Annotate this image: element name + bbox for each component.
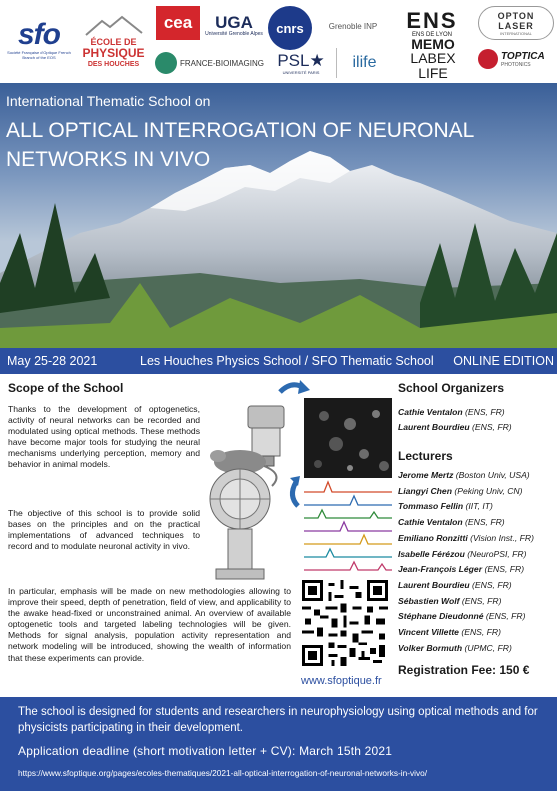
application-deadline: Application deadline (short motivation letter + CV): March 15th 2021 (18, 744, 393, 758)
opton-line2: INTERNATIONAL (500, 30, 532, 36)
lecturer-item (398, 594, 534, 610)
lecturer-item (398, 484, 534, 500)
person-name: Laurent Bourdieu (398, 422, 470, 432)
ecole-line1: ÉCOLE DE (90, 37, 137, 47)
ens-line1: ENS (406, 7, 458, 33)
person-name: Sébastien Wolf (398, 595, 460, 606)
lecturer-item (398, 468, 534, 484)
event-url-link[interactable]: https://www.sfoptique.org/pages/ecoles-thematiques/2021-all-optical-interrogation-of-neuronal-networks-in-vivo/ (18, 768, 428, 778)
hero-title: ALL OPTICAL INTERROGATION OF NEURONAL NETWORKS IN VIVO (6, 119, 474, 171)
event-dates: May 25-28 2021 (7, 354, 98, 368)
lecturers-heading: Lecturers (398, 449, 453, 463)
toptica-logo (478, 44, 554, 74)
organizers-list (398, 405, 512, 435)
toptica-text (501, 51, 545, 68)
organizer-item (398, 405, 512, 420)
website-link[interactable]: www.sfoptique.fr (301, 675, 382, 687)
person-affiliation: (Vision Inst., FR) (470, 532, 534, 543)
scope-heading: Scope of the School (8, 381, 124, 395)
organizer-item (398, 420, 512, 435)
person-name: Cathie Ventalon (398, 517, 463, 528)
sfo-mark: sfo (18, 18, 60, 51)
person-affiliation: (Peking Univ, CN) (454, 485, 523, 496)
uga-logo (205, 6, 263, 44)
ecole-line3: DES HOUCHES (87, 61, 140, 68)
date-bar (0, 348, 557, 374)
uga-line2: Université Grenoble Alpes (205, 30, 263, 37)
person-name: Emiliano Ronzitti (398, 532, 468, 543)
lecturer-item (398, 515, 534, 531)
lecturers-list (398, 468, 534, 656)
arrow-icon (292, 482, 298, 506)
sfo-subtitle: Société Française d'Optique French Branch of the EOS (7, 50, 71, 60)
person-affiliation: (ENS, FR) (484, 564, 525, 575)
person-affiliation: (ENS, FR) (472, 579, 512, 590)
cnrs-logo: cnrs (268, 6, 312, 50)
person-affiliation: (ENS, FR) (465, 517, 505, 528)
person-name: Laurent Bourdieu (398, 579, 470, 590)
lecturer-item (398, 641, 534, 657)
person-affiliation: (ENS, FR) (461, 627, 501, 638)
toptica-icon (478, 49, 498, 69)
cea-logo: cea (156, 6, 200, 40)
person-name: Isabelle Férézou (398, 548, 465, 559)
toptica-line1: TOPTICA (501, 50, 545, 62)
scope-paragraph-1: Thanks to the development of optogenetics, activity of neural networks can be recorded and modulated using optical methods. These methods have become major tools for studying the neural mechanisms underlying perception, memory and behavior in animal models. (8, 404, 200, 470)
lecturer-item (398, 625, 534, 641)
opton-laser-logo (478, 6, 554, 40)
memo-line1: MEMO (411, 36, 455, 52)
lecturer-item (398, 609, 534, 625)
person-name: Tommaso Fellin (398, 501, 464, 512)
event-edition: ONLINE EDITION (453, 354, 554, 368)
person-name: Liangyi Chen (398, 485, 452, 496)
psl-logo (270, 48, 332, 78)
person-name: Jean-François Léger (398, 564, 483, 575)
person-affiliation: (ENS, FR) (472, 422, 512, 432)
ilife-logo: ilife (336, 48, 392, 78)
lecturer-item (398, 531, 534, 547)
hero-kicker: International Thematic School on (6, 93, 211, 109)
memo-line2: LABEX LIFE (410, 50, 456, 81)
qr-code-icon (302, 580, 388, 666)
psl-line2: UNIVERSITÉ PARIS (282, 69, 320, 75)
person-affiliation: (IIT, IT) (465, 501, 493, 512)
person-affiliation: (NeuroPSI, FR) (467, 548, 527, 559)
person-name: Jerome Mertz (398, 470, 454, 480)
lecturer-item (398, 547, 534, 563)
person-name: Volker Bormuth (398, 642, 463, 653)
ens-line2: ENS DE LYON (412, 31, 452, 38)
scope-paragraph-2: The objective of this school is to provide solid bases on the principles and on the practical implementations of advanced techniques to record and to modulate neuronal activity in vivo. (8, 508, 200, 552)
lecturer-item (398, 578, 534, 594)
france-bioimaging-text: FRANCE-BIOIMAGING (180, 58, 265, 68)
person-affiliation: (Boston Univ, USA) (455, 470, 530, 480)
lecturer-item (398, 562, 534, 578)
psl-line1: PSL★ (277, 50, 325, 70)
hero-photo (0, 83, 557, 348)
event-venue: Les Houches Physics School / SFO Thematic School (140, 354, 434, 368)
footer-bar (0, 697, 557, 791)
sfo-logo (4, 10, 74, 70)
ecole-line2: PHYSIQUE (82, 46, 145, 60)
ecole-physique-logo (76, 6, 151, 78)
grenoble-inp-logo: Grenoble INP (328, 21, 378, 31)
person-name: Stéphane Dieudonné (398, 611, 484, 622)
memolife-logo (397, 36, 469, 81)
uga-line1: UGA (215, 12, 253, 32)
lecturer-item (398, 499, 534, 515)
person-name: Vincent Villette (398, 627, 459, 638)
person-affiliation: (UPMC, FR) (464, 642, 512, 653)
toptica-line2: PHOTONICS (501, 61, 531, 68)
person-affiliation: (ENS, FR) (461, 595, 502, 606)
person-affiliation: (ENS, FR) (465, 407, 505, 417)
microscope-illustration (200, 374, 396, 586)
person-name: Cathie Ventalon (398, 407, 463, 417)
opton-line1: OPTON LASER (497, 10, 535, 31)
registration-fee: Registration Fee: 150 € (398, 663, 530, 677)
organizers-heading: School Organizers (398, 381, 505, 395)
france-bioimaging-logo (155, 50, 265, 76)
audience-text: The school is designed for students and researchers in neurophysiology using optical methods and for physicists participating in their development. (18, 706, 538, 734)
france-bioimaging-icon (155, 52, 177, 74)
activity-traces (304, 482, 392, 570)
mountain-icon (84, 15, 144, 37)
person-affiliation: (ENS, FR) (485, 611, 526, 622)
scope-paragraph-3: In particular, emphasis will be made on new methodologies allowing to improve their speed, depth of penetration, field of view, and applicability to the awake head-fixed or unconstrained animal. An overview of available optogenetic tools and targeted labeling technologies will be given. Methods for signal analysis, population activity representation and network modeling will be introduced, showing the wealth of information that these experiments can provide. (8, 586, 291, 663)
right-column (398, 381, 556, 677)
sponsor-logos (0, 0, 557, 83)
